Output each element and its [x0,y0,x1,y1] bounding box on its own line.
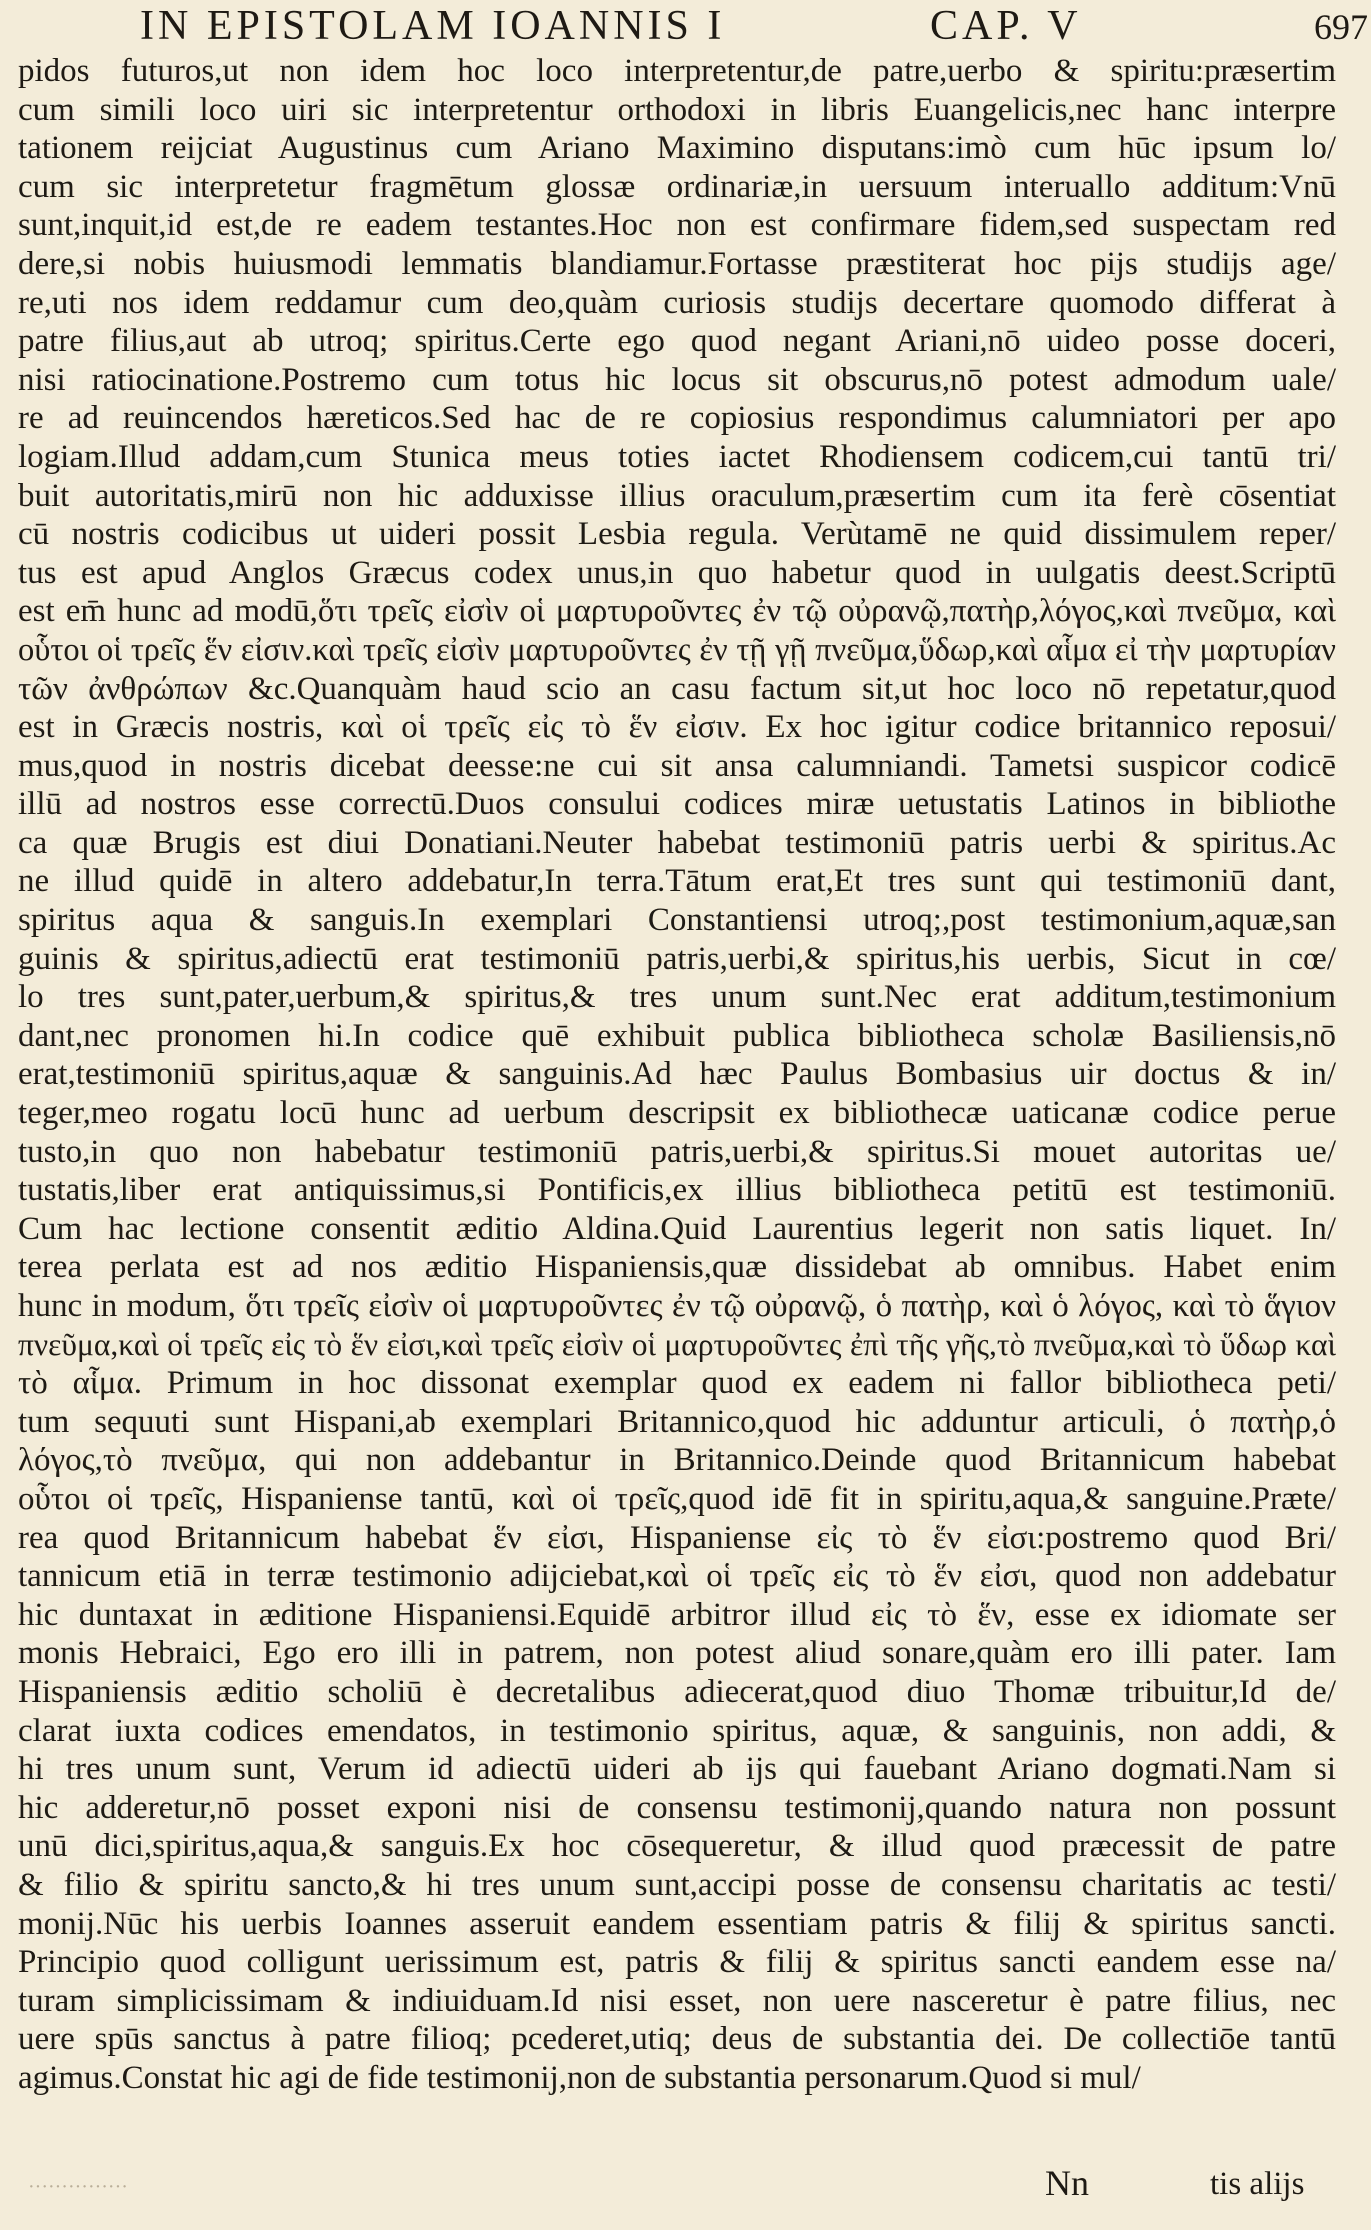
page-footer [0,2162,1371,2212]
text-line: tationem reijciat Augustinus cum Ariano Maximino disputans:imò cum hūc ipsum lo/ [18,130,1336,167]
text-line: ca quæ Brugis est diui Donatiani.Neuter habebat testimoniū patris uerbi & spiritus.Ac [18,824,1336,861]
text-line: lo tres sunt,pater,uerbum,& spiritus,& tres unum sunt.Nec erat additum,testimonium [18,979,1336,1016]
text-line: buit autoritatis,mirū non hic adduxisse illius oraculum,præsertim cum ita ferè cōsentiat [18,477,1336,514]
text-line: terea perlata est ad nos æditio Hispaniensis,quæ dissidebat ab omnibus. Habet enim [18,1249,1336,1286]
running-head-chapter: CAP. V [930,3,1082,49]
text-line: est em̄ hunc ad modū,ὅτι τρεῖς εἰσὶν οἱ μαρτυροῦντες ἐν τῷ οὐρανῷ,πατὴρ,λόγος,καὶ πνεῦμα, καὶ [18,593,1336,630]
text-line: re ad reuincendos hæreticos.Sed hac de re copiosius respondimus calumniatori per apo [18,400,1336,437]
catchword: tis alijs [1210,2166,1305,2202]
running-head [0,2,1371,52]
folio-number: 697 [1314,7,1368,47]
text-line: unū dici,spiritus,aqua,& sanguis.Ex hoc cōsequeretur, & illud quod præcessit de patre [18,1828,1336,1865]
text-line: pidos futuros,ut non idem hoc loco interpretentur,de patre,uerbo & spiritu:præsertim [18,53,1336,89]
text-line: tus est apud Anglos Græcus codex unus,in quo habetur quod in uulgatis deest.Scriptū [18,554,1336,591]
text-line: re,uti nos idem reddamur cum deo,quàm curiosis studijs decertare quomodo differat à [18,284,1336,321]
text-line: cū nostris codicibus ut uideri possit Lesbia regula. Verùtamē ne quid dissimulem reper/ [18,516,1336,553]
text-line: monis Hebraici, Ego ero illi in patrem, non potest aliud sonare,quàm ero illi pater. Iam [18,1635,1336,1672]
text-line: guinis & spiritus,adiectū erat testimoniū patris,uerbi,& spiritus,his uerbis, Sicut in cœ/ [18,940,1336,977]
text-line: cum simili loco uiri sic interpretentur orthodoxi in libris Euangelicis,nec hanc interpre [18,91,1336,128]
text-line: Principio quod colligunt uerissimum est, patris & filij & spiritus sancti eandem esse na/ [18,1944,1336,1981]
text-line: cum sic interpretetur fragmētum glossæ ordinariæ,in uersuum interuallo additum:Vnū [18,168,1336,205]
text-line: τὸ αἷμα. Primum in hoc dissonat exemplar quod ex eadem ni fallor bibliotheca peti/ [18,1365,1336,1402]
text-line: hic adderetur,nō posset exponi nisi de consensu testimonij,quando natura non possunt [18,1789,1336,1826]
text-line: dant,nec pronomen hi.In codice quē exhibuit publica bibliotheca scholæ Basiliensis,nō [18,1017,1336,1054]
signature-mark: Nn [1045,2163,1089,2203]
text-line: spiritus aqua & sanguis.In exemplari Constantiensi utroq;,post testimonium,aquæ,san [18,902,1336,939]
text-line: uere spūs sanctus à patre filioq; pcederet,utiq; deus de substantia dei. De collectiōe tantū [18,2021,1336,2058]
text-line: hi tres unum sunt, Verum id adiectū uideri ab ijs qui fauebant Ariano dogmati.Nam si [18,1751,1336,1788]
text-line: hic duntaxat in æditione Hispaniensi.Equidē arbitror illud εἰς τὸ ἕν, esse ex idiomate ser [18,1596,1336,1633]
text-line: Cum hac lectione consentit æditio Aldina.Quid Laurentius legerit non satis liquet. In/ [18,1210,1336,1247]
text-line: rea quod Britannicum habebat ἕν εἰσι, Hispaniense εἰς τὸ ἕν εἰσι:postremo quod Bri/ [18,1519,1336,1556]
text-line: clarat iuxta codices emendatos, in testimonio spiritus, aquæ, & sanguinis, non addi, & [18,1712,1336,1749]
text-line: & filio & spiritu sancto,& hi tres unum sunt,accipi posse de consensu charitatis ac testi/ [18,1866,1336,1903]
text-line: logiam.Illud addam,cum Stunica meus toties iactet Rhodiensem codicem,cui tantū tri/ [18,438,1336,475]
text-line: dere,si nobis huiusmodi lemmatis blandiamur.Fortasse præstiterat hoc pijs studijs age/ [18,245,1336,282]
text-line: tustatis,liber erat antiquissimus,si Pontificis,ex illius bibliotheca petitū est testimoniū. [18,1172,1336,1209]
text-line: λόγος,τὸ πνεῦμα, qui non addebantur in Britannico.Deinde quod Britannicum habebat [18,1442,1336,1479]
text-line: patre filius,aut ab utroq; spiritus.Certe ego quod negant Ariani,nō uideo posse doceri, [18,323,1336,360]
text-line: illū ad nostros esse correctū.Duos consului codices miræ uetustatis Latinos in bibliothe [18,786,1336,823]
text-line: agimus.Constat hic agi de fide testimonij,non de substantia personarum.Quod si mul/ [18,2059,1141,2096]
text-line: πνεῦμα,καὶ οἱ τρεῖς εἰς τὸ ἕν εἰσι,καὶ τρεῖς εἰσὶν οἱ μαρτυροῦντες ἐπὶ τῆς γῆς,τὸ πνεῦμα,καὶ τὸ ὕδωρ καὶ [18,1326,1336,1362]
text-block [18,52,1336,2097]
text-line: tum sequuti sunt Hispani,ab exemplari Britannico,quod hic adduntur articuli, ὁ πατὴρ,ὁ [18,1403,1336,1440]
running-head-title: IN EPISTOLAM IOANNIS I [140,3,726,49]
text-line: nisi ratiocinatione.Postremo cum totus hic locus sit obscurus,nō potest admodum uale/ [18,361,1336,398]
text-line: τῶν ἀνθρώπων &c.Quanquàm haud scio an casu factum sit,ut hoc loco nō repetatur,quod [18,670,1336,707]
text-line: ne illud quidē in altero addebatur,In terra.Tātum erat,Et tres sunt qui testimoniū dant, [18,863,1336,900]
text-line: teger,meo rogatu locū hunc ad uerbum descripsit ex bibliothecæ uaticanæ codice perue [18,1095,1336,1132]
text-line: sunt,inquit,id est,de re eadem testantes.Hoc non est confirmare fidem,sed suspectam red [18,207,1336,244]
text-line: Hispaniensis æditio scholiū è decretalibus adiecerat,quod diuo Thomæ tribuitur,Id de/ [18,1673,1336,1710]
text-line: erat,testimoniū spiritus,aquæ & sanguinis.Ad hæc Paulus Bombasius uir doctus & in/ [18,1056,1336,1093]
text-line: turam simplicissimam & indiuiduam.Id nisi esset, non uere nasceretur è patre filius, nec [18,1982,1336,2019]
bleed-through-marks: ··············· [28,2176,128,2198]
text-line: οὗτοι οἱ τρεῖς ἕν εἰσιν.καὶ τρεῖς εἰσὶν μαρτυροῦντες ἐν τῇ γῇ πνεῦμα,ὕδωρ,καὶ αἷμα εἰ τὴν μαρτυρίαν [18,631,1336,668]
text-line: mus,quod in nostris dicebat deesse:ne cui sit ansa calumniandi. Tametsi suspicor codicē [18,747,1336,784]
text-line: est in Græcis nostris, καὶ οἱ τρεῖς εἰς τὸ ἕν εἰσιν. Ex hoc igitur codice britannico reposui/ [18,709,1336,746]
text-line: tusto,in quo non habebatur testimoniū patris,uerbi,& spiritus.Si mouet autoritas ue/ [18,1133,1336,1170]
text-line: tannicum etiā in terræ testimonio adijciebat,καὶ οἱ τρεῖς εἰς τὸ ἕν εἰσι, quod non addebatur [18,1558,1336,1595]
text-line: monij.Nūc his uerbis Ioannes asseruit eandem essentiam patris & filij & spiritus sancti. [18,1905,1336,1942]
text-line: οὗτοι οἱ τρεῖς, Hispaniense tantū, καὶ οἱ τρεῖς,quod idē fit in spiritu,aqua,& sanguine.Præte/ [18,1480,1336,1517]
text-line: hunc in modum, ὅτι τρεῖς εἰσὶν οἱ μαρτυροῦντες ἐν τῷ οὐρανῷ, ὁ πατὴρ, καὶ ὁ λόγος, καὶ τὸ ἅγιον [18,1288,1336,1324]
